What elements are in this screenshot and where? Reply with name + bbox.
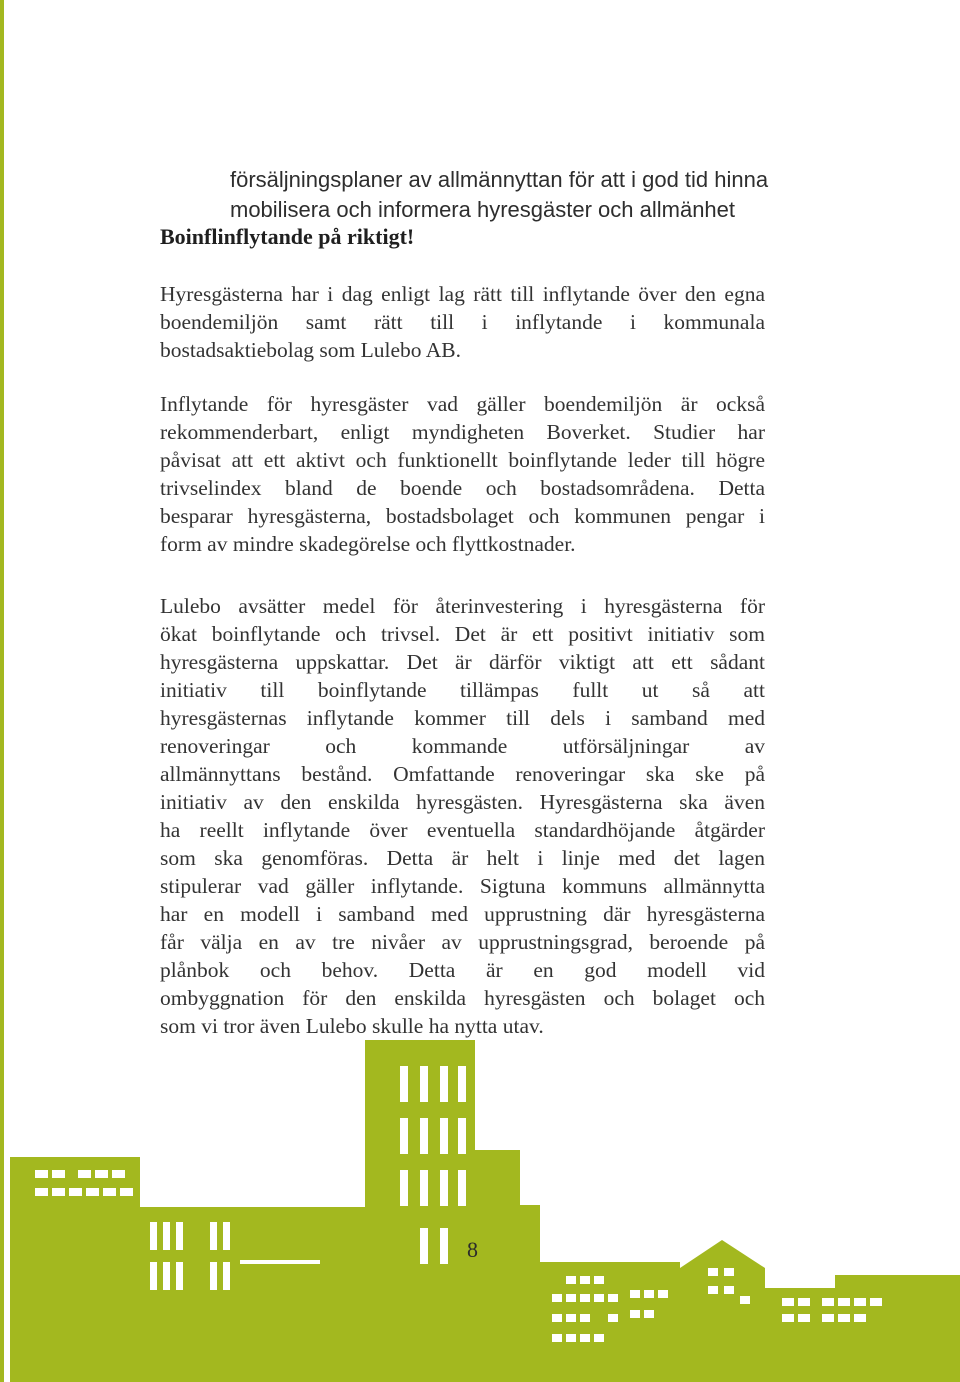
- text-line: ombyggnation för den enskilda hyresgästen och bolaget och: [160, 986, 765, 1010]
- text-line: Inflytande för hyresgäster vad gäller boendemiljön är också: [160, 392, 765, 416]
- text-line: initiativ av den enskilda hyresgästen. Hyresgästerna ska även: [160, 790, 765, 814]
- text-line: bostadsaktiebolag som Lulebo AB.: [160, 338, 461, 362]
- page-number: 8: [467, 1237, 478, 1262]
- intro-line: mobilisera och informera hyresgäster och allmänhet: [230, 197, 736, 222]
- paragraph-2: [160, 390, 765, 558]
- text-line: hyresgästerna uppskattar. Det är därför viktigt att ett sådant: [160, 650, 765, 674]
- text-line: får välja en av tre nivåer av upprustningsgrad, beroende på: [160, 930, 765, 954]
- text-line: rekommenderbart, enligt myndigheten Boverket. Studier har: [160, 420, 765, 444]
- text-line: plånbok och behov. Detta är en god modell vid: [160, 958, 765, 982]
- text-line: besparar hyresgästerna, bostadsbolaget och kommunen pengar i: [160, 504, 765, 528]
- text-line: ha reellt inflytande över eventuella standardhöjande åtgärder: [160, 818, 765, 842]
- text-line: Hyresgästerna har i dag enligt lag rätt till inflytande över den egna: [160, 282, 765, 306]
- city-skyline-illustration: [0, 1030, 960, 1382]
- text-line: hyresgästernas inflytande kommer till dels i samband med: [160, 706, 765, 730]
- text-line: påvisat att ett aktivt och funktionellt boinflytande leder till högre: [160, 448, 765, 472]
- text-line: renoveringar och kommande utförsäljningar av: [160, 734, 765, 758]
- text-line: initiativ till boinflytande tillämpas fullt ut så att: [160, 678, 765, 702]
- text-line: ökat boinflytande och trivsel. Det är ett positivt initiativ som: [160, 622, 765, 646]
- text-line: allmännyttans bestånd. Omfattande renoveringar ska ske på: [160, 762, 765, 786]
- paragraph-1: [160, 280, 765, 364]
- paragraph-3: [160, 592, 765, 1040]
- text-line: Lulebo avsätter medel för återinvestering i hyresgästerna för: [160, 594, 765, 618]
- intro-text: [230, 165, 830, 225]
- text-line: som vi tror även Lulebo skulle ha nytta utav.: [160, 1014, 544, 1038]
- text-line: som ska genomföras. Detta är helt i linje med det lagen: [160, 846, 765, 870]
- intro-line: försäljningsplaner av allmännyttan för att i god tid hinna: [230, 167, 769, 192]
- section-heading: Boinflinflytande på riktigt!: [160, 224, 415, 249]
- text-line: har en modell i samband med upprustning där hyresgästerna: [160, 902, 765, 926]
- text-line: form av mindre skadegörelse och flyttkostnader.: [160, 532, 576, 556]
- text-line: boendemiljön samt rätt till i inflytande i kommunala: [160, 310, 765, 334]
- text-line: trivselindex bland de boende och bostadsområdena. Detta: [160, 476, 765, 500]
- text-line: stipulerar vad gäller inflytande. Sigtuna kommuns allmännytta: [160, 874, 765, 898]
